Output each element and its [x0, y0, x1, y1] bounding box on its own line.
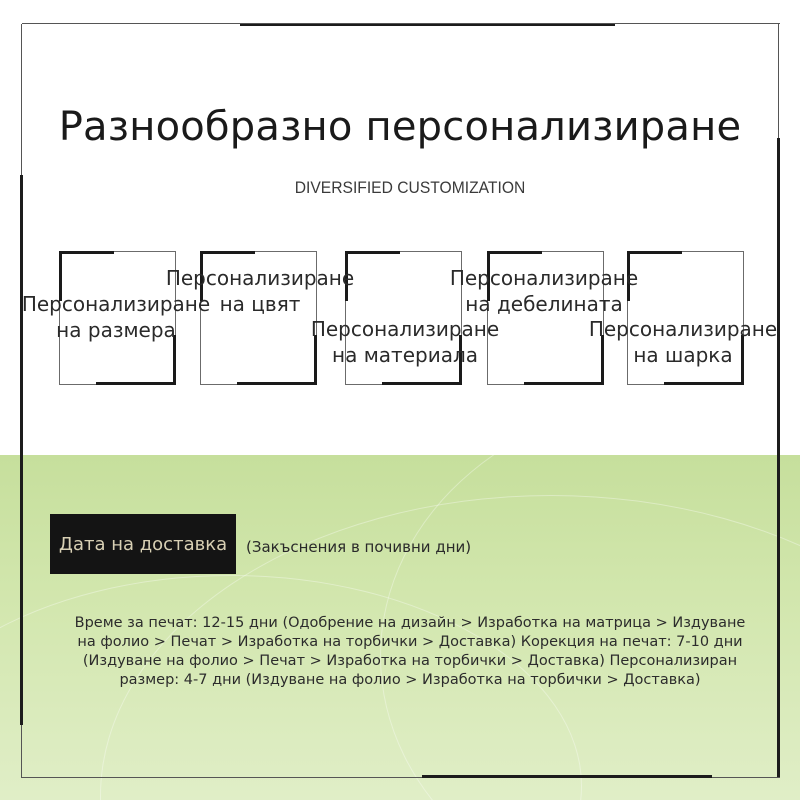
corner-accent [664, 382, 744, 385]
delivery-schedule [60, 614, 760, 690]
corner-accent [200, 251, 255, 254]
option-label-line1: Персонализиране [449, 266, 639, 290]
frame-bottom-accent [422, 775, 712, 778]
page-title: Разнообразно персонализиране [58, 104, 742, 150]
option-label-color [166, 265, 354, 317]
option-label-line1: Персонализиране [310, 317, 500, 341]
option-label-line1: Персонализиране [21, 292, 211, 316]
corner-accent [382, 382, 462, 385]
option-label-line2: на материала [332, 343, 478, 367]
frame-left-accent [20, 175, 23, 725]
option-label-line2: на дебелината [465, 292, 623, 316]
delivery-note: (Закъснения в почивни дни) [246, 538, 472, 556]
schedule-line: размер: 4-7 дни (Издуване на фолио > Изработка на торбички > Доставка) [119, 672, 701, 688]
schedule-line: на фолио > Печат > Изработка на торбички > Доставка) Корекция на печат: 7-10 дни [77, 634, 743, 650]
option-label-material [311, 316, 499, 368]
option-label-line2: на размера [56, 318, 176, 342]
page-subtitle: DIVERSIFIED CUSTOMIZATION [294, 178, 526, 197]
corner-accent [524, 382, 604, 385]
corner-accent [345, 251, 400, 254]
schedule-line: (Издуване на фолио > Печат > Изработка на торбички > Доставка) Персонализиран [82, 653, 738, 669]
option-label-thickness [450, 265, 638, 317]
option-label-line1: Персонализиране [165, 266, 355, 290]
corner-accent [627, 251, 682, 254]
delivery-date-label: Дата на доставка [50, 514, 236, 574]
frame-right-accent [777, 138, 780, 778]
option-label-line2: на шарка [633, 343, 733, 367]
option-label-pattern [589, 316, 777, 368]
option-label-line1: Персонализиране [588, 317, 778, 341]
frame-top-line-thin [22, 23, 780, 24]
corner-accent [237, 382, 317, 385]
corner-accent [487, 251, 542, 254]
corner-accent [96, 382, 176, 385]
corner-accent [59, 251, 114, 254]
schedule-line: Време за печат: 12-15 дни (Одобрение на дизайн > Изработка на матрица > Издуване [74, 615, 746, 631]
option-label-line2: на цвят [219, 292, 301, 316]
